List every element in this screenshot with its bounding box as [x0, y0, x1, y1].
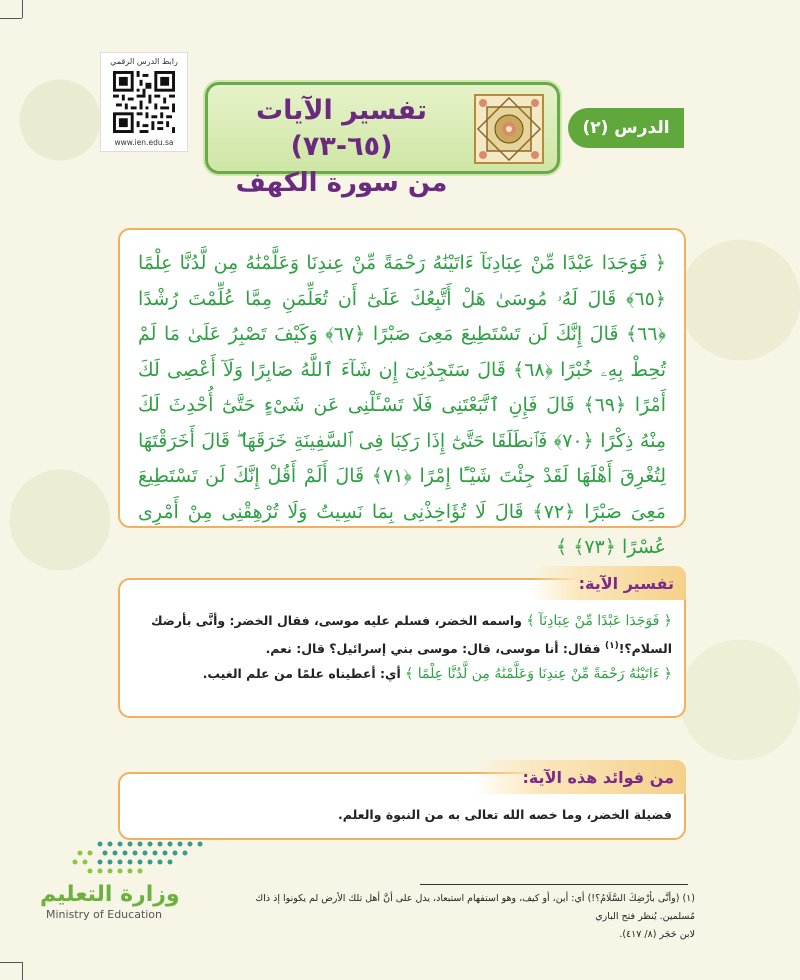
crop-mark	[22, 0, 23, 18]
lesson-title-banner	[205, 82, 560, 198]
footnote-divider	[420, 884, 688, 885]
qr-card[interactable]	[100, 52, 188, 152]
tafsir-section	[118, 573, 686, 718]
tafsir-verse-2: ﴿ ءَاتَيْنَٰهُ رَحْمَةً مِّنْ عِندِنَا وَعَلَّمْنَٰهُ مِن لَّدُنَّا عِلْمًا ﴾	[405, 666, 672, 683]
footnote	[225, 890, 695, 944]
lesson-title	[218, 93, 465, 201]
fawaid-section	[118, 767, 686, 840]
fawaid-body: فضيلة الخضر، وما خصه الله تعالى به من النبوة والعلم.	[338, 807, 672, 822]
crop-mark	[0, 18, 22, 19]
crop-mark	[0, 962, 22, 963]
tafsir-text-1: واسمه الخضر، فسلم عليه موسى، فقال الخضر: وأنَّى بأرضك السلام؟!	[151, 613, 672, 657]
qr-code-icon[interactable]	[113, 71, 175, 133]
tafsir-text-3: أي: أعطيناه علمًا من علم الغيب.	[202, 666, 406, 682]
lesson-title-line2: من سورة الكهف	[235, 168, 448, 198]
qr-url[interactable]: www.ien.edu.sa	[114, 138, 174, 147]
crop-mark	[22, 962, 23, 980]
quran-verses-text: ﴿ فَوَجَدَا عَبْدًا مِّنْ عِبَادِنَآ ءَاتَيْنَٰهُ رَحْمَةً مِّنْ عِندِنَا وَعَلَّمْنَٰهُ مِن لَّدُنَّا عِلْمًا ﴿٦٥﴾ قَالَ لَهُۥ مُوسَىٰ هَلْ أَتَّبِعُكَ عَلَىٰٓ أَن تُعَلِّمَنِ مِمَّا عُلِّمْتَ رُشْدًا ﴿٦٦﴾ قَالَ إِنَّكَ لَن تَسْتَطِيعَ مَعِىَ صَبْرًا ﴿٦٧﴾ وَكَيْفَ تَصْبِرُ عَلَىٰ مَا لَمْ تُحِطْ بِهِۦ خُبْرًا ﴿٦٨﴾ قَالَ سَتَجِدُنِىٓ إِن شَآءَ ٱللَّهُ صَابِرًا وَلَآ أَعْصِى لَكَ أَمْرًا ﴿٦٩﴾ قَالَ فَإِنِ ٱتَّبَعْتَنِى فَلَا تَسْـَٔلْنِى عَن شَىْءٍ حَتَّىٰٓ أُحْدِثَ لَكَ مِنْهُ ذِكْرًا ﴿٧٠﴾ فَٱنطَلَقَا حَتَّىٰٓ إِذَا رَكِبَا فِى ٱلسَّفِينَةِ خَرَقَهَا ۖ قَالَ أَخَرَقْتَهَا لِتُغْرِقَ أَهْلَهَا لَقَدْ جِئْتَ شَيْـًٔا إِمْرًا ﴿٧١﴾ قَالَ أَلَمْ أَقُلْ إِنَّكَ لَن تَسْتَطِيعَ مَعِىَ صَبْرًا ﴿٧٢﴾ قَالَ لَا تُؤَاخِذْنِى بِمَا نَسِيتُ وَلَا تُرْهِقْنِى مِنْ أَمْرِى عُسْرًا ﴿٧٣﴾ ﴾	[138, 252, 667, 558]
lesson-number-badge: الدرس (٢)	[568, 108, 684, 148]
tafsir-verse-1: ﴿ فَوَجَدَا عَبْدًا مِّنْ عِبَادِنَآ ﴾	[526, 613, 672, 629]
lesson-title-line1: تفسير الآيات (٦٥-٧٣)	[255, 95, 428, 162]
ministry-name-english: Ministry of Education	[46, 908, 163, 921]
footnote-line-1: (١) (وأنَّى بأرْضِكَ السَّلَامُ؟!) أي: أين، أو كيف، وهو استفهام استبعاد، يدل على أنَّ أهل تلك الأرض لم يكونوا إذ ذاك مُسلمين. يُنظر فتح الباري	[255, 893, 695, 922]
islamic-ornament-icon	[471, 91, 547, 167]
footnote-line-2: لابن حَجَر (٨/ ٤١٧).	[619, 929, 695, 940]
fawaid-header: من فوائد هذه الآية:	[474, 760, 686, 794]
tafsir-header: تفسير الآية:	[531, 566, 686, 600]
quran-verses-box	[118, 228, 686, 558]
ministry-name-arabic: وزارة التعليم	[40, 882, 180, 907]
qr-label: رابط الدرس الرقمي	[110, 57, 178, 66]
footnote-mark[interactable]: (١)	[604, 641, 619, 651]
tafsir-text-2: فقال: أنا موسى، قال: موسى بني إسرائيل؟ قال: نعم.	[265, 641, 605, 657]
